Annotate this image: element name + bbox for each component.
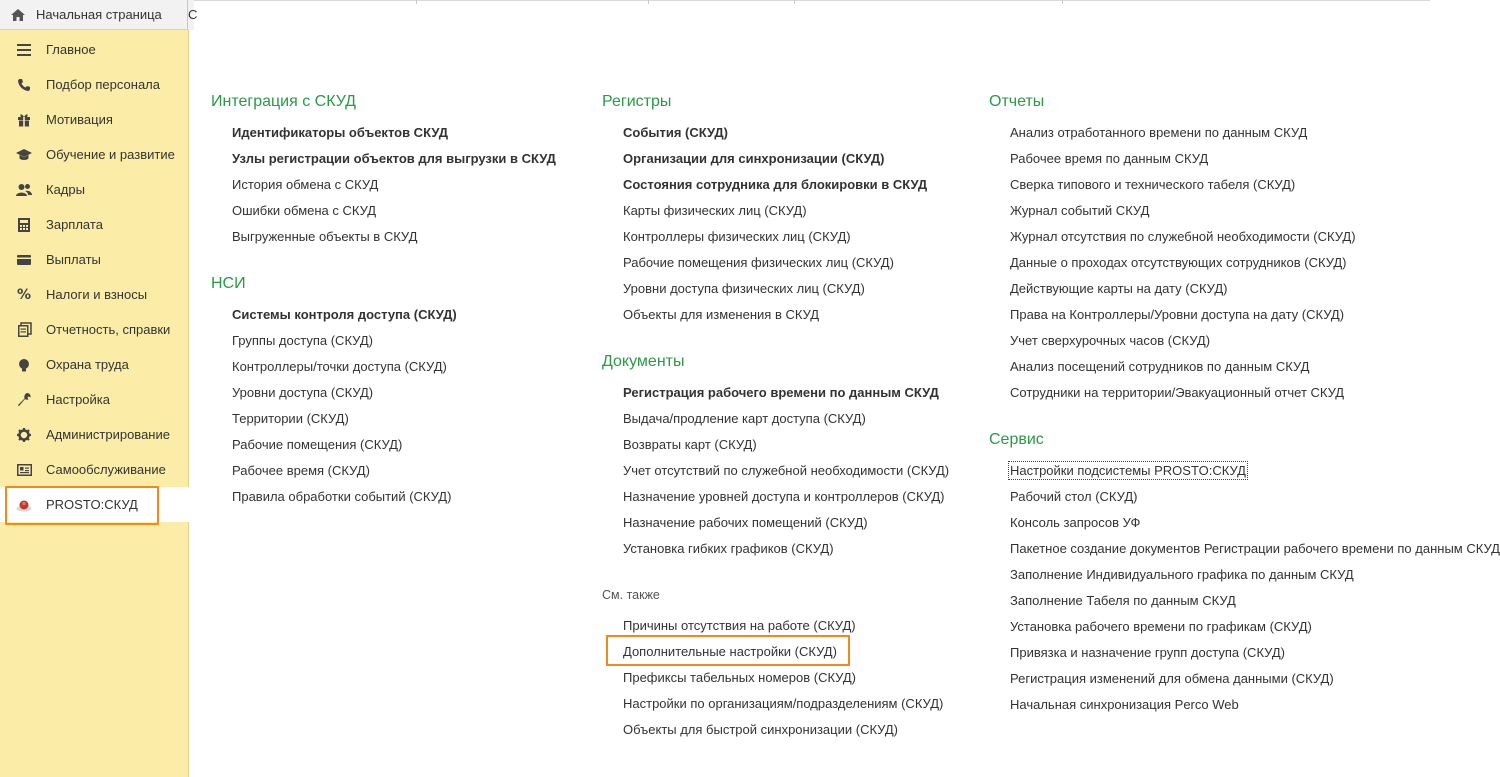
sidebar-item-label: Отчетность, справки	[46, 322, 171, 337]
link-exchange-history[interactable]: История обмена с СКУД	[232, 177, 379, 192]
section-title-integration: Интеграция с СКУД	[211, 93, 357, 110]
link-report-active-cards[interactable]: Действующие карты на дату (СКУД)	[1010, 281, 1228, 296]
link-event-rules[interactable]: Правила обработки событий (СКУД)	[232, 489, 452, 504]
link-desktop[interactable]: Рабочий стол (СКУД)	[1010, 489, 1138, 504]
wallet-icon	[14, 250, 34, 270]
tab-home-label: Начальная страница	[36, 7, 162, 22]
link-person-cards[interactable]: Карты физических лиц (СКУД)	[623, 203, 807, 218]
link-fill-timesheet[interactable]: Заполнение Табеля по данным СКУД	[1010, 593, 1236, 608]
sidebar-item-motivation[interactable]	[0, 102, 189, 137]
sidebar-item-label: Выплаты	[46, 252, 101, 267]
graduation-cap-icon	[14, 145, 34, 165]
link-additional-settings[interactable]: Дополнительные настройки (СКУД)	[623, 644, 837, 659]
sidebar-item-training[interactable]	[0, 137, 189, 172]
link-fast-sync-objects[interactable]: Объекты для быстрой синхронизации (СКУД)	[623, 722, 898, 737]
link-subsystem-settings[interactable]: Настройки подсистемы PROSTO:СКУД	[1010, 463, 1246, 478]
sidebar-item-label: Обучение и развитие	[46, 147, 175, 162]
link-access-groups[interactable]: Группы доступа (СКУД)	[232, 333, 373, 348]
link-person-work-rooms[interactable]: Рабочие помещения физических лиц (СКУД)	[623, 255, 894, 270]
link-report-overtime[interactable]: Учет сверхурочных часов (СКУД)	[1010, 333, 1211, 348]
link-work-rooms[interactable]: Рабочие помещения (СКУД)	[232, 437, 403, 452]
sidebar-item-reports[interactable]	[0, 312, 189, 347]
link-card-issue[interactable]: Выдача/продление карт доступа (СКУД)	[623, 411, 866, 426]
link-person-controllers[interactable]: Контроллеры физических лиц (СКУД)	[623, 229, 851, 244]
link-report-absent-passes[interactable]: Данные о проходах отсутствующих сотрудников (СКУД)	[1010, 255, 1347, 270]
link-query-console[interactable]: Консоль запросов УФ	[1010, 515, 1141, 530]
link-access-group-binding[interactable]: Привязка и назначение групп доступа (СКУД)	[1010, 645, 1285, 660]
link-report-controller-rights[interactable]: Права на Контроллеры/Уровни доступа на дату (СКУД)	[1010, 307, 1345, 322]
lamp-icon	[14, 355, 34, 375]
link-objects-to-change[interactable]: Объекты для изменения в СКУД	[623, 307, 820, 322]
sidebar-item-main[interactable]	[0, 32, 189, 67]
sidebar-item-label: Охрана труда	[46, 357, 129, 372]
link-sync-organizations[interactable]: Организации для синхронизации (СКУД)	[623, 151, 885, 166]
tab-divider	[416, 0, 417, 4]
section-title-service: Сервис	[989, 431, 1044, 448]
link-report-timesheet-check[interactable]: Сверка типового и технического табеля (СКУД)	[1010, 177, 1296, 192]
sidebar	[0, 30, 189, 777]
link-exported-objects[interactable]: Выгруженные объекты в СКУД	[232, 229, 418, 244]
section-title-nsi: НСИ	[211, 275, 246, 292]
sidebar-item-label: Зарплата	[46, 217, 103, 232]
link-change-registration[interactable]: Регистрация изменений для обмена данными (СКУД)	[1010, 671, 1334, 686]
link-flexible-schedules[interactable]: Установка гибких графиков (СКУД)	[623, 541, 834, 556]
link-report-evacuation[interactable]: Сотрудники на территории/Эвакуационный отчет СКУД	[1010, 385, 1345, 400]
tab-next[interactable]	[188, 0, 198, 30]
link-work-room-assignment[interactable]: Назначение рабочих помещений (СКУД)	[623, 515, 868, 530]
sidebar-item-labor-safety[interactable]	[0, 347, 189, 382]
calculator-icon	[14, 215, 34, 235]
tab-divider	[648, 0, 649, 4]
link-report-work-time[interactable]: Рабочее время по данным СКУД	[1010, 151, 1209, 166]
top-tab-bar	[0, 0, 1430, 30]
link-access-control-systems[interactable]: Системы контроля доступа (СКУД)	[232, 307, 457, 322]
prosto-logo-icon	[14, 495, 34, 515]
link-report-visits[interactable]: Анализ посещений сотрудников по данным СКУД	[1010, 359, 1310, 374]
users-icon	[14, 180, 34, 200]
sidebar-item-salary[interactable]	[0, 207, 189, 242]
link-events[interactable]: События (СКУД)	[623, 125, 729, 140]
wrench-icon	[14, 390, 34, 410]
documents-icon	[14, 320, 34, 340]
sidebar-item-label: Самообслуживание	[46, 462, 166, 477]
link-controllers[interactable]: Контроллеры/точки доступа (СКУД)	[232, 359, 447, 374]
sidebar-item-prosto-skud[interactable]	[0, 487, 189, 522]
link-access-levels[interactable]: Уровни доступа (СКУД)	[232, 385, 374, 400]
sidebar-item-label: Администрирование	[46, 427, 170, 442]
sidebar-item-self-service[interactable]	[0, 452, 189, 487]
sidebar-item-administration[interactable]	[0, 417, 189, 452]
sidebar-item-label: Главное	[46, 42, 96, 57]
link-absence-reasons[interactable]: Причины отсутствия на работе (СКУД)	[623, 618, 856, 633]
gear-icon	[14, 425, 34, 445]
sidebar-item-label: PROSTO:СКУД	[46, 497, 138, 512]
sidebar-item-taxes[interactable]	[0, 277, 189, 312]
link-fill-individual-schedule[interactable]: Заполнение Индивидуального графика по данным СКУД	[1010, 567, 1354, 582]
link-work-time[interactable]: Рабочее время (СКУД)	[232, 463, 370, 478]
link-perco-sync[interactable]: Начальная синхронизация Perco Web	[1010, 697, 1239, 712]
section-title-documents: Документы	[602, 353, 685, 370]
section-title-registers: Регистры	[602, 93, 672, 110]
link-object-identifiers[interactable]: Идентификаторы объектов СКУД	[232, 125, 449, 140]
home-icon	[4, 8, 32, 22]
sidebar-item-label: Кадры	[46, 182, 85, 197]
link-exchange-errors[interactable]: Ошибки обмена с СКУД	[232, 203, 377, 218]
phone-icon	[14, 75, 34, 95]
gift-icon	[14, 110, 34, 130]
link-set-work-time[interactable]: Установка рабочего времени по графикам (СКУД)	[1010, 619, 1312, 634]
link-card-returns[interactable]: Возвраты карт (СКУД)	[623, 437, 757, 452]
link-batch-document-creation[interactable]: Пакетное создание документов Регистрации рабочего времени по данным СКУД	[1010, 541, 1500, 556]
sidebar-item-settings[interactable]	[0, 382, 189, 417]
link-absence-accounting[interactable]: Учет отсутствий по служебной необходимости (СКУД)	[623, 463, 950, 478]
menu-icon	[14, 40, 34, 60]
sidebar-item-label: Подбор персонала	[46, 77, 160, 92]
tab-home[interactable]	[0, 0, 188, 30]
tab-divider	[1062, 0, 1063, 4]
sidebar-item-label: Налоги и взносы	[46, 287, 148, 302]
sidebar-item-personnel[interactable]	[0, 172, 189, 207]
link-registration-nodes[interactable]: Узлы регистрации объектов для выгрузки в СКУД	[232, 151, 556, 166]
link-report-worked-time[interactable]: Анализ отработанного времени по данным СКУД	[1010, 125, 1308, 140]
link-territories[interactable]: Территории (СКУД)	[232, 411, 349, 426]
sidebar-item-label: Мотивация	[46, 112, 113, 127]
sidebar-item-recruiting[interactable]	[0, 67, 189, 102]
tab-next-label: С	[188, 7, 198, 22]
link-person-access-levels[interactable]: Уровни доступа физических лиц (СКУД)	[623, 281, 865, 296]
tab-divider	[794, 0, 795, 4]
see-also-title: См. также	[602, 588, 660, 602]
link-tab-number-prefixes[interactable]: Префиксы табельных номеров (СКУД)	[623, 670, 856, 685]
link-access-level-assignment[interactable]: Назначение уровней доступа и контроллеров (СКУД)	[623, 489, 945, 504]
id-card-icon	[14, 460, 34, 480]
link-employee-block-states[interactable]: Состояния сотрудника для блокировки в СКУД	[623, 177, 928, 192]
link-org-settings[interactable]: Настройки по организациям/подразделениям (СКУД)	[623, 696, 944, 711]
section-title-reports: Отчеты	[989, 93, 1045, 110]
sidebar-item-payments[interactable]	[0, 242, 189, 277]
link-report-event-log[interactable]: Журнал событий СКУД	[1010, 203, 1150, 218]
sidebar-item-label: Настройка	[46, 392, 110, 407]
link-report-absence-log[interactable]: Журнал отсутствия по служебной необходимости (СКУД)	[1010, 229, 1356, 244]
link-work-time-registration[interactable]: Регистрация рабочего времени по данным СКУД	[623, 385, 939, 400]
percent-icon: %	[16, 286, 32, 303]
top-tab-strip	[194, 0, 1430, 4]
